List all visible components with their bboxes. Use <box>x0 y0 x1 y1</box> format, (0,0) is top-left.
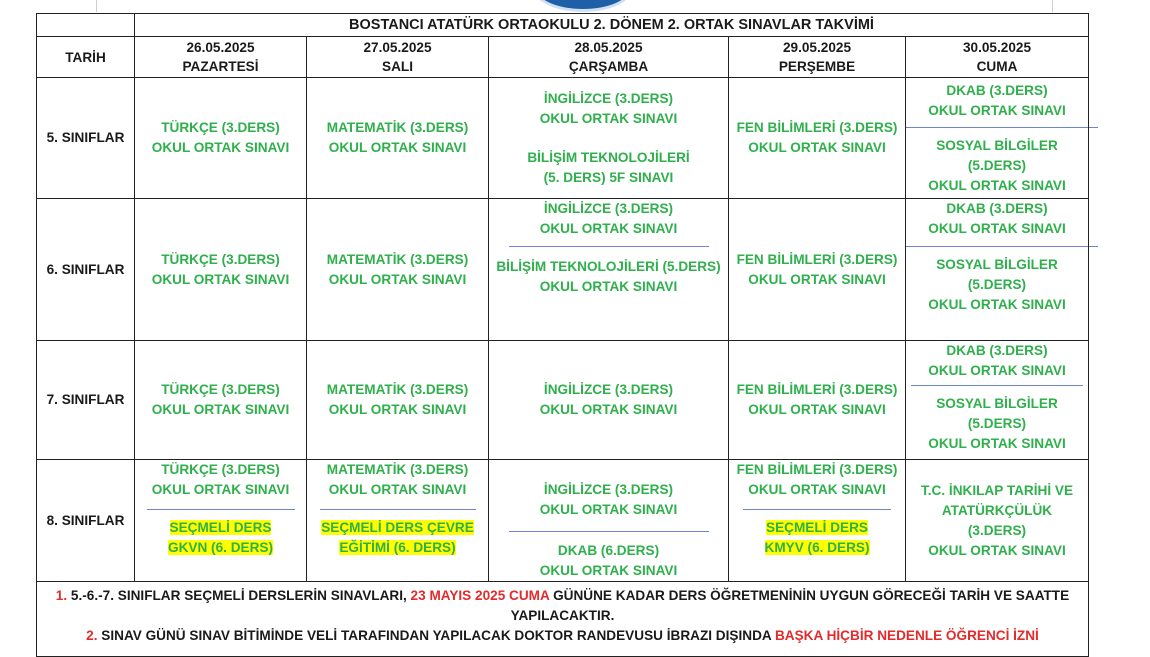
page-edge-left <box>96 0 97 12</box>
exam-line: İNGİLİZCE (3.DERS) <box>543 90 674 106</box>
header-dayname: PAZARTESİ <box>182 59 259 74</box>
exam-line: FEN BİLİMLERİ (3.DERS) <box>736 251 898 267</box>
cell-thu <box>729 199 906 341</box>
header-row <box>37 37 1089 78</box>
header-day-fri <box>906 37 1089 78</box>
exam-line: MATEMATİK (3.DERS) <box>326 382 469 397</box>
cell-tue <box>307 199 489 341</box>
highlighted-elective: EĞİTİMİ (6. DERS) <box>339 540 456 555</box>
header-day-thu <box>729 37 906 78</box>
header-tarih: TARİH <box>37 37 135 78</box>
exam-line: MATEMATİK (3.DERS) <box>326 251 469 267</box>
cell-wed <box>489 78 729 199</box>
exam-line <box>135 518 306 538</box>
header-date: 28.05.2025 <box>574 40 643 55</box>
note-text: 5.-6.-7. SINIFLAR SEÇMELİ DERSLERİN SINAVLARI, <box>67 588 411 603</box>
exam-line: İNGİLİZCE (3.DERS) <box>543 382 674 397</box>
separator-line <box>147 509 295 510</box>
exam-line: FEN BİLİMLERİ (3.DERS) <box>736 462 898 477</box>
cell-wed <box>489 341 729 460</box>
exam-line: DKAB (3.DERS) <box>946 82 1048 98</box>
header-date: 27.05.2025 <box>363 40 432 55</box>
note-number: 2. <box>86 628 98 643</box>
exam-line: ATATÜRKÇÜLÜK <box>941 502 1053 518</box>
exam-line: OKUL ORTAK SINAVI <box>151 482 290 497</box>
exam-line: OKUL ORTAK SINAVI <box>928 542 1066 558</box>
exam-line: OKUL ORTAK SINAVI <box>748 402 886 417</box>
grade-row-5 <box>37 78 1089 199</box>
exam-line: SOSYAL BİLGİLER <box>936 396 1058 411</box>
exam-line: SOSYAL BİLGİLER <box>936 137 1058 153</box>
cell-thu <box>729 78 906 199</box>
exam-line <box>307 538 488 558</box>
exam-line: FEN BİLİMLERİ (3.DERS) <box>736 120 898 135</box>
exam-line: OKUL ORTAK SINAVI <box>539 279 678 294</box>
header-dayname: CUMA <box>976 59 1018 74</box>
notes-cell <box>37 582 1089 657</box>
cell-thu <box>729 341 906 460</box>
exam-line <box>135 538 306 558</box>
exam-line: BİLİŞİM TEKNOLOJİLERİ (5.DERS) <box>496 259 721 274</box>
exam-line: MATEMATİK (3.DERS) <box>326 120 469 135</box>
cell-fri <box>906 460 1089 582</box>
header-dayname: ÇARŞAMBA <box>568 59 649 74</box>
note-deadline: 23 MAYIS 2025 CUMA <box>410 588 550 603</box>
note-1 <box>37 586 1088 606</box>
exam-line: SOSYAL BİLGİLER <box>936 257 1058 272</box>
highlighted-elective: KMYV (6. DERS) <box>764 540 870 555</box>
exam-line: (5. DERS) 5F SINAVI <box>543 169 674 185</box>
note-text: SINAV GÜNÜ SINAV BİTİMİNDE VELİ TARAFINDAN YAPILACAK DOKTOR RANDEVUSU İBRAZI DIŞINDA <box>97 628 775 643</box>
exam-line: T.C. İNKILAP TARİHİ VE <box>920 482 1074 498</box>
exam-line <box>729 538 905 558</box>
exam-line: TÜRKÇE (3.DERS) <box>161 462 280 477</box>
exam-line: OKUL ORTAK SINAVI <box>151 140 290 155</box>
exam-line: OKUL ORTAK SINAVI <box>328 140 467 155</box>
note-1-cont: YAPILACAKTIR. <box>510 608 615 623</box>
exam-line: OKUL ORTAK SINAVI <box>539 110 678 126</box>
page-edge-right <box>1052 0 1053 12</box>
cell-wed <box>489 199 729 341</box>
grade-row-6 <box>37 199 1089 341</box>
exam-line: OKUL ORTAK SINAVI <box>928 221 1066 236</box>
exam-line <box>729 518 905 538</box>
grade-row-8 <box>37 460 1089 582</box>
exam-line: DKAB (3.DERS) <box>946 343 1048 358</box>
header-day-mon <box>135 37 307 78</box>
exam-line: OKUL ORTAK SINAVI <box>928 363 1066 378</box>
exam-line: (5.DERS) <box>967 157 1027 173</box>
page-title: BOSTANCI ATATÜRK ORTAOKULU 2. DÖNEM 2. ORTAK SINAVLAR TAKVİMİ <box>135 14 1089 37</box>
exam-line <box>307 518 488 538</box>
highlighted-elective: SEÇMELİ DERS ÇEVRE <box>321 520 474 535</box>
exam-line: OKUL ORTAK SINAVI <box>539 563 678 578</box>
school-logo <box>534 0 632 12</box>
cell-wed <box>489 460 729 582</box>
header-date: 30.05.2025 <box>962 40 1032 55</box>
separator-line <box>906 246 1098 247</box>
header-dayname: PERŞEMBE <box>778 59 856 74</box>
exam-line: OKUL ORTAK SINAVI <box>539 502 678 517</box>
cell-mon <box>135 199 307 341</box>
exam-line: TÜRKÇE (3.DERS) <box>161 382 280 397</box>
header-date: 29.05.2025 <box>782 40 852 55</box>
exam-line: OKUL ORTAK SINAVI <box>151 271 290 287</box>
note-2 <box>37 626 1088 646</box>
exam-line: OKUL ORTAK SINAVI <box>748 271 886 287</box>
header-dayname: SALI <box>382 59 413 74</box>
title-spacer <box>37 14 135 37</box>
row-label: 5. SINIFLAR <box>37 78 135 199</box>
exam-line: OKUL ORTAK SINAVI <box>539 221 678 236</box>
cell-tue <box>307 460 489 582</box>
exam-line: OKUL ORTAK SINAVI <box>328 271 467 287</box>
exam-line: OKUL ORTAK SINAVI <box>928 297 1066 312</box>
header-date: 26.05.2025 <box>186 40 255 55</box>
separator-line <box>906 127 1098 128</box>
separator-line <box>743 509 891 510</box>
row-label: 7. SINIFLAR <box>37 341 135 460</box>
note-text: GÜNÜNE KADAR DERS ÖĞRETMENİNİN UYGUN GÖRECEĞİ TARİH VE SAATTE <box>549 588 1070 603</box>
cell-tue <box>307 341 489 460</box>
separator-line <box>911 385 1083 386</box>
exam-line: (3.DERS) <box>967 522 1027 538</box>
separator-line <box>509 246 709 247</box>
notes-row <box>37 582 1089 657</box>
cell-mon <box>135 460 307 582</box>
cell-mon <box>135 78 307 199</box>
separator-line <box>509 531 709 532</box>
exam-line: OKUL ORTAK SINAVI <box>539 402 678 417</box>
exam-schedule-table <box>36 13 1089 657</box>
blank-gap <box>489 129 728 148</box>
row-label: 6. SINIFLAR <box>37 199 135 341</box>
exam-line: OKUL ORTAK SINAVI <box>928 177 1066 193</box>
cell-mon <box>135 341 307 460</box>
exam-line: DKAB (3.DERS) <box>946 201 1048 216</box>
exam-line: (5.DERS) <box>967 277 1027 292</box>
note-emphasis: BAŞKA HİÇBİR NEDENLE ÖĞRENCİ İZNİ <box>774 628 1039 643</box>
cell-thu <box>729 460 906 582</box>
exam-line: OKUL ORTAK SINAVI <box>928 102 1066 118</box>
exam-line: TÜRKÇE (3.DERS) <box>161 251 280 267</box>
header-day-wed <box>489 37 729 78</box>
exam-line: (5.DERS) <box>967 416 1027 431</box>
note-number: 1. <box>55 588 68 603</box>
row-label: 8. SINIFLAR <box>37 460 135 582</box>
exam-line: OKUL ORTAK SINAVI <box>328 482 467 497</box>
exam-line: TÜRKÇE (3.DERS) <box>161 120 280 135</box>
cell-fri <box>906 341 1089 460</box>
exam-line: OKUL ORTAK SINAVI <box>748 482 886 497</box>
exam-line: OKUL ORTAK SINAVI <box>328 402 467 417</box>
exam-line: OKUL ORTAK SINAVI <box>748 140 886 155</box>
exam-line: İNGİLİZCE (3.DERS) <box>543 482 674 497</box>
highlighted-elective: SEÇMELİ DERS <box>766 520 868 535</box>
highlighted-elective: GKVN (6. DERS) <box>168 540 273 555</box>
title-row <box>37 14 1089 37</box>
cell-fri <box>906 199 1089 341</box>
grade-row-7 <box>37 341 1089 460</box>
exam-line: İNGİLİZCE (3.DERS) <box>543 201 674 216</box>
header-day-tue <box>307 37 489 78</box>
exam-line: FEN BİLİMLERİ (3.DERS) <box>736 382 898 397</box>
exam-line: DKAB (6.DERS) <box>557 543 660 558</box>
cell-fri <box>906 78 1089 199</box>
exam-line: OKUL ORTAK SINAVI <box>151 402 290 417</box>
exam-line: MATEMATİK (3.DERS) <box>326 462 469 477</box>
cell-tue <box>307 78 489 199</box>
exam-line: BİLİŞİM TEKNOLOJİLERİ <box>527 149 690 165</box>
separator-line <box>320 509 476 510</box>
highlighted-elective: SEÇMELİ DERS <box>169 520 272 535</box>
exam-line: OKUL ORTAK SINAVI <box>928 436 1066 451</box>
